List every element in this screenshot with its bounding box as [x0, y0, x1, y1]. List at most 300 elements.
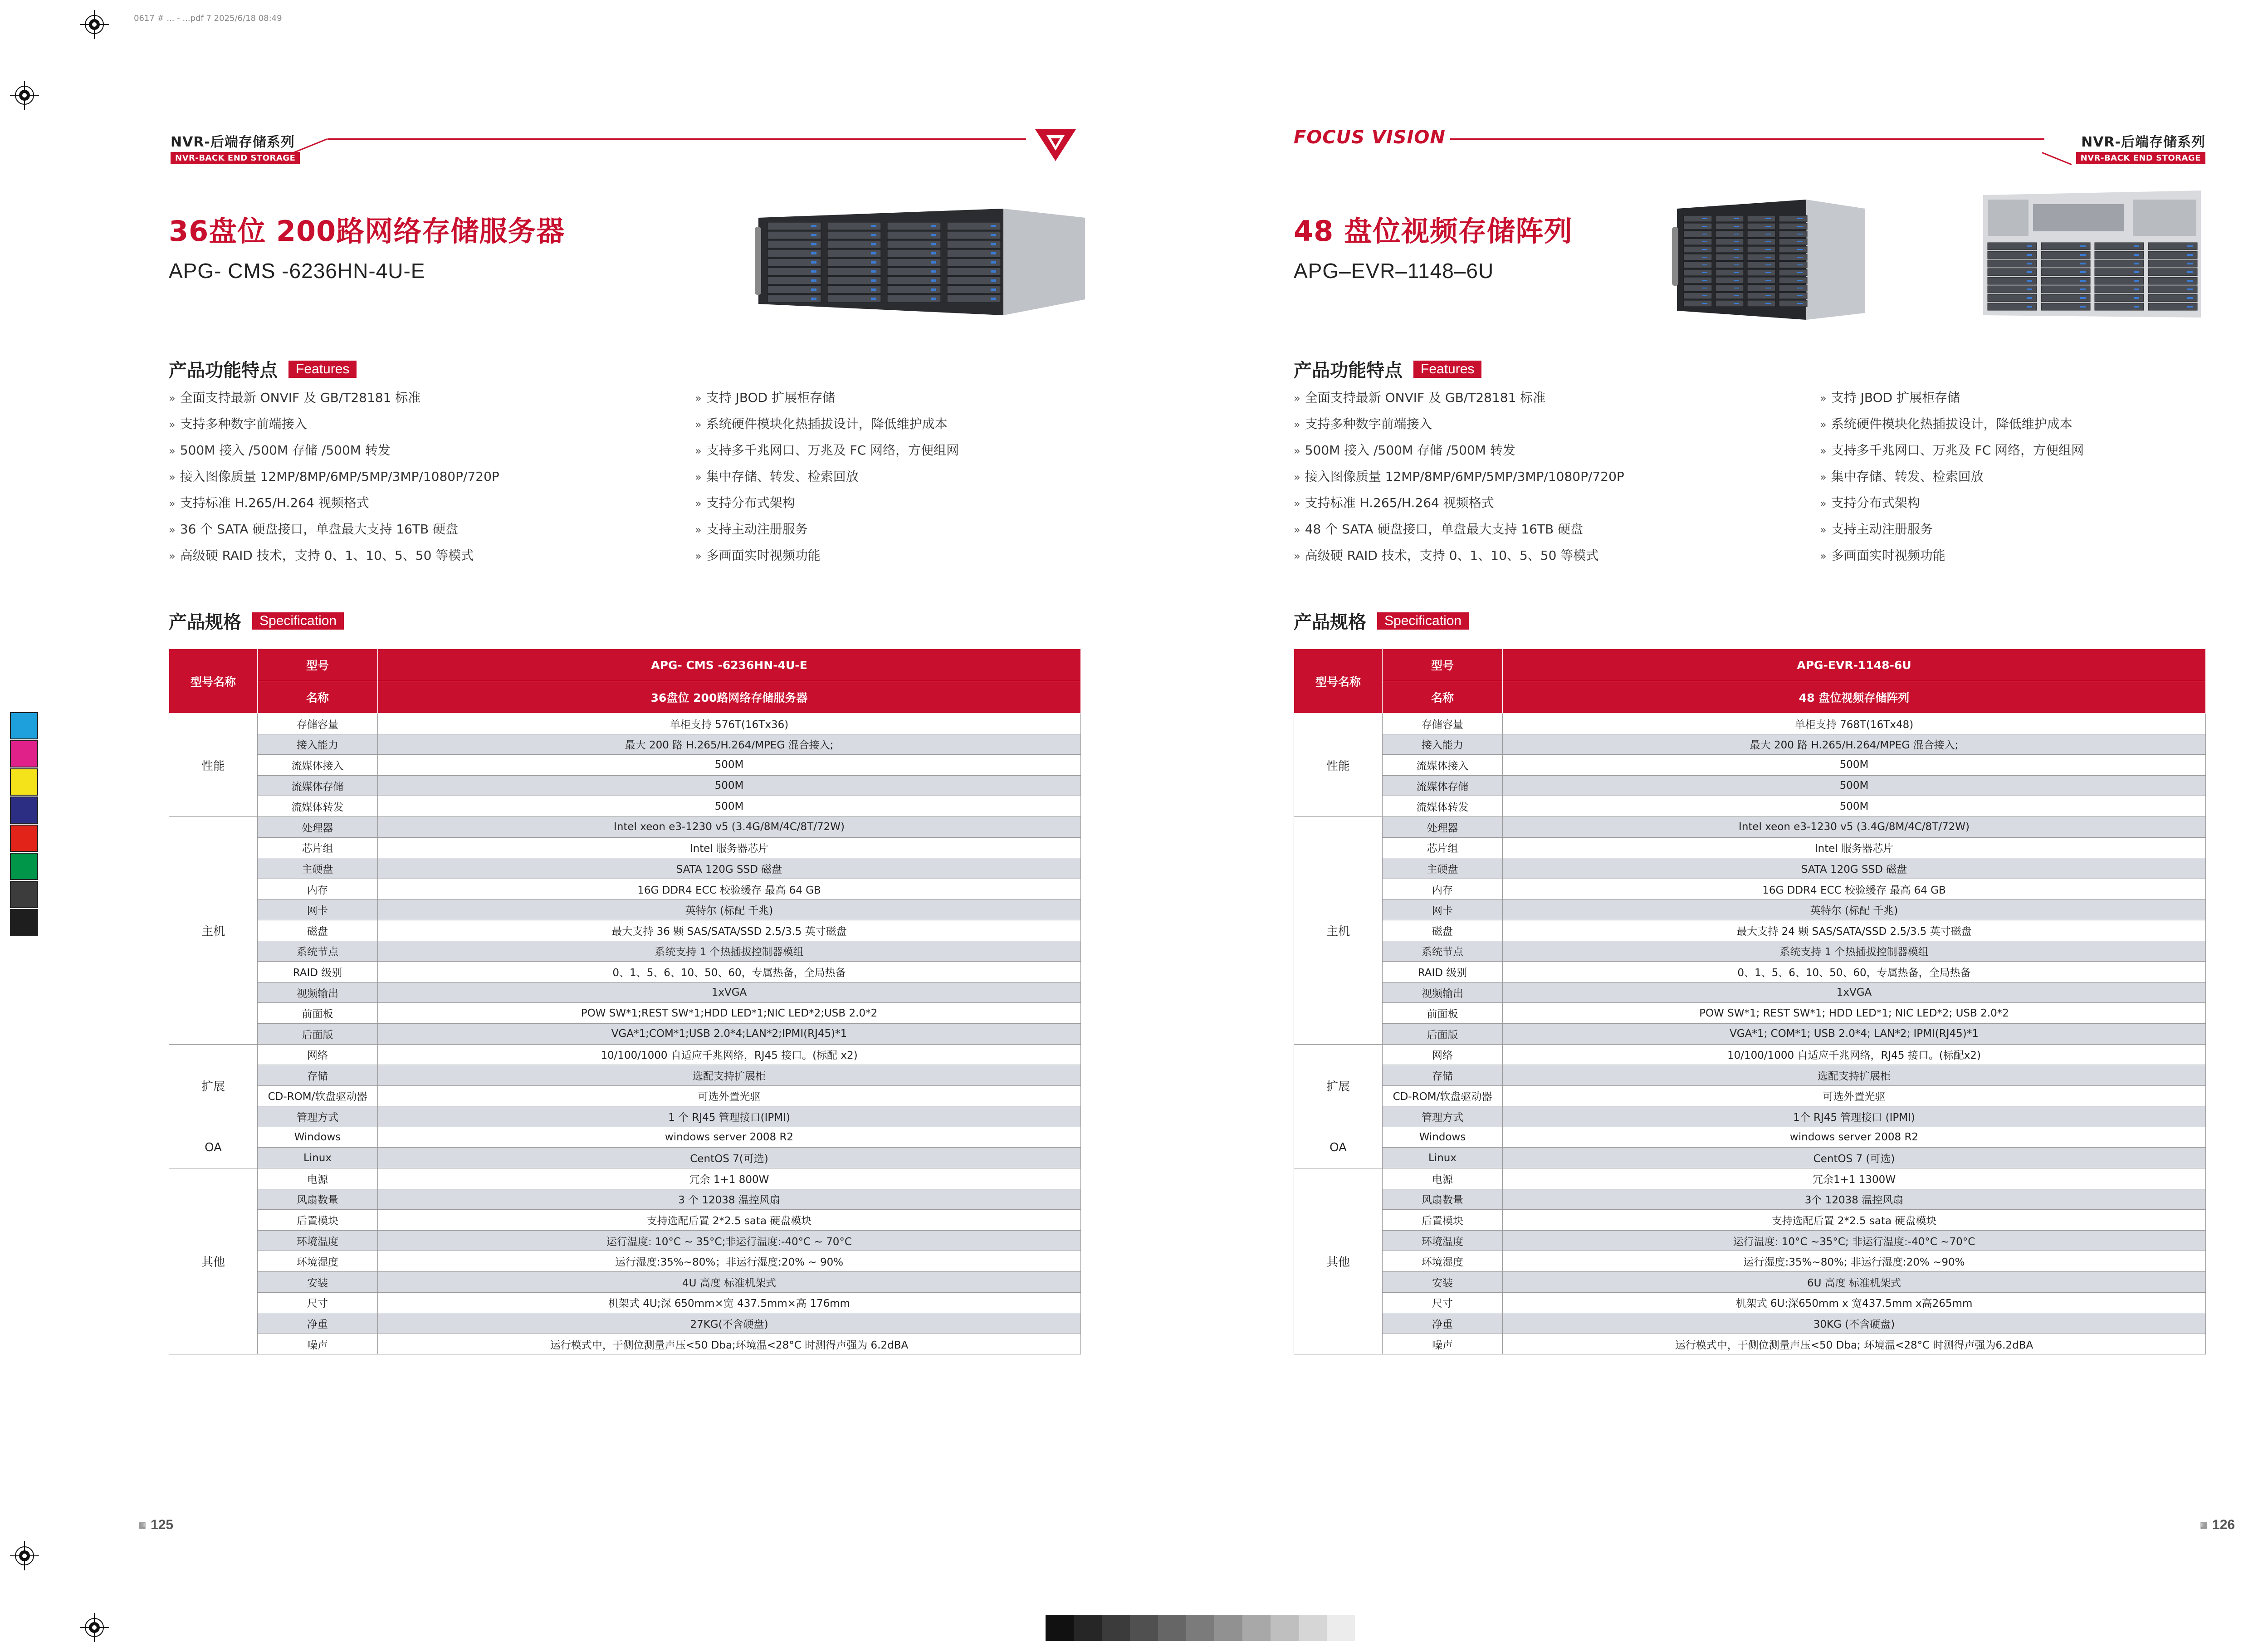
spec-value: 运行温度: 10°C ~ 35°C;非运行温度:-40°C ~ 70°C [378, 1230, 1081, 1251]
product-model: APG- CMS -6236HN-4U-E [169, 259, 425, 283]
feature-text: 支持分布式架构 [706, 495, 795, 510]
spec-key: 型号 [1383, 649, 1503, 681]
spec-key: 处理器 [1383, 816, 1503, 837]
feature-text: 48 个 SATA 硬盘接口，单盘最大支持 16TB 硬盘 [1305, 522, 1584, 537]
server-product-image [749, 191, 1087, 318]
spec-badge: Specification [252, 612, 344, 630]
spec-key: 尺寸 [1383, 1292, 1503, 1313]
bullet-icon: » [1820, 392, 1827, 405]
feature-item [1820, 490, 2205, 516]
spec-row [1294, 796, 2206, 817]
spec-value: 30KG (不含硬盘) [1503, 1313, 2206, 1334]
spec-row [1294, 1251, 2206, 1272]
bullet-icon: » [1294, 523, 1300, 536]
spec-row [1294, 1085, 2206, 1106]
spec-key: 名称 [1383, 681, 1503, 714]
spec-value: 英特尔 (标配 千兆) [1503, 899, 2206, 920]
spec-key: 环境温度 [1383, 1230, 1503, 1251]
feature-item [1820, 516, 2205, 543]
spec-row [169, 837, 1081, 858]
spec-key: 存储容量 [258, 714, 378, 734]
spec-value: 冗余1+1 1300W [1503, 1168, 2206, 1189]
page-number-right [2200, 1517, 2235, 1533]
spec-value: 1 个 RJ45 管理接口(IPMI) [378, 1106, 1081, 1127]
spec-row [169, 879, 1081, 899]
spec-key: 系统节点 [258, 941, 378, 962]
feature-text: 支持标准 H.265/H.264 视频格式 [1305, 495, 1494, 510]
spec-value: 选配支持扩展柜 [1503, 1065, 2206, 1086]
spec-row [1294, 941, 2206, 962]
print-meta-line: 0617 # ... - ...pdf 7 2025/6/18 08:49 [134, 14, 282, 23]
spec-row [169, 1003, 1081, 1024]
spec-value: 27KG(不含硬盘) [378, 1313, 1081, 1334]
feature-item [169, 464, 695, 490]
feature-item [169, 385, 695, 411]
spec-value: 英特尔 (标配 千兆) [378, 899, 1081, 920]
spec-key: 噪声 [258, 1334, 378, 1354]
color-swatch [10, 797, 38, 824]
series-subtitle: NVR-BACK END STORAGE [2076, 152, 2205, 164]
spec-key: 流媒体存储 [1383, 775, 1503, 796]
spec-key: 电源 [1383, 1168, 1503, 1189]
spec-key: 流媒体转发 [1383, 796, 1503, 817]
spec-key: 磁盘 [258, 920, 378, 941]
spec-value: 3个 12038 温控风扇 [1503, 1189, 2206, 1210]
registration-mark-icon [80, 1613, 109, 1642]
spec-key: RAID 级别 [1383, 962, 1503, 982]
right-page [1294, 127, 2205, 1351]
spec-row [1294, 1292, 2206, 1313]
bullet-icon: » [1820, 445, 1827, 457]
spec-group-label: OA [169, 1127, 258, 1168]
spec-key: 芯片组 [1383, 837, 1503, 858]
feature-text: 集中存储、转发、检索回放 [706, 469, 859, 484]
spec-key: 存储容量 [1383, 714, 1503, 734]
spec-row [169, 1272, 1081, 1293]
spec-value: 500M [1503, 796, 2206, 817]
spec-value: Intel 服务器芯片 [1503, 837, 2206, 858]
spec-value: 6U 高度 标准机架式 [1503, 1272, 2206, 1293]
spec-value: 支持选配后置 2*2.5 sata 硬盘模块 [378, 1210, 1081, 1231]
feature-item [695, 543, 1080, 569]
feature-item [695, 411, 1080, 437]
feature-text: 系统硬件模块化热插拔设计，降低维护成本 [706, 416, 948, 431]
bullet-icon: » [169, 550, 176, 562]
spec-key: 接入能力 [258, 734, 378, 755]
bullet-icon: » [1294, 471, 1300, 484]
bullet-icon: » [169, 471, 176, 484]
left-page [169, 127, 1080, 1351]
bullet-icon: » [1294, 550, 1300, 562]
feature-item [169, 543, 695, 569]
series-divider [1450, 138, 2044, 140]
features-list [169, 385, 1080, 569]
spec-row [1294, 1272, 2206, 1293]
spec-value: windows server 2008 R2 [1503, 1127, 2206, 1148]
spec-value: 最大 200 路 H.265/H.264/MPEG 混合接入; [378, 734, 1081, 755]
spec-row [1294, 879, 2206, 899]
spec-value: windows server 2008 R2 [378, 1127, 1081, 1148]
spec-row [1294, 1189, 2206, 1210]
spec-row [169, 1189, 1081, 1210]
spec-value: 1xVGA [1503, 982, 2206, 1003]
product-model: APG–EVR–1148–6U [1294, 259, 1494, 283]
spec-header-row [169, 649, 1081, 681]
spec-row [1294, 982, 2206, 1003]
spec-value: POW SW*1; REST SW*1; HDD LED*1; NIC LED*2; USB 2.0*2 [1503, 1003, 2206, 1024]
feature-text: 多画面实时视频功能 [1831, 548, 1945, 563]
storage-array-rear-image [1979, 186, 2205, 322]
spec-value: 最大支持 24 颗 SAS/SATA/SSD 2.5/3.5 英寸磁盘 [1503, 920, 2206, 941]
spec-key: 主硬盘 [1383, 858, 1503, 879]
spec-value: 1个 RJ45 管理接口 (IPMI) [1503, 1106, 2206, 1127]
spec-group-label: 主机 [1294, 816, 1383, 1044]
spec-row [169, 899, 1081, 920]
bullet-icon: » [169, 497, 176, 510]
spec-row [1294, 1148, 2206, 1168]
spec-value: 系统支持 1 个热插拔控制器模组 [378, 941, 1081, 962]
series-divider [2042, 152, 2072, 165]
bullet-icon: » [169, 392, 176, 405]
spec-value: 可选外置光驱 [378, 1085, 1081, 1106]
bullet-icon: » [1294, 392, 1300, 405]
spec-value: 500M [378, 796, 1081, 817]
series-header [169, 127, 1080, 168]
spec-key: 环境湿度 [258, 1251, 378, 1272]
spec-key: 视频输出 [1383, 982, 1503, 1003]
spec-row [169, 920, 1081, 941]
spec-key: 流媒体接入 [1383, 755, 1503, 776]
feature-item [169, 411, 695, 437]
bullet-icon: » [169, 418, 176, 431]
spec-value: CentOS 7(可选) [378, 1148, 1081, 1168]
spec-key: 流媒体存储 [258, 775, 378, 796]
spec-key: 型号 [258, 649, 378, 681]
spec-key: 内存 [1383, 879, 1503, 899]
feature-item [1820, 464, 2205, 490]
feature-item [169, 490, 695, 516]
spec-row [1294, 1313, 2206, 1334]
feature-item [695, 437, 1080, 464]
color-swatch [10, 825, 38, 852]
feature-text: 高级硬 RAID 技术，支持 0、1、10、5、50 等模式 [180, 548, 474, 563]
spec-row [169, 1210, 1081, 1231]
spec-value: 48 盘位视频存储阵列 [1503, 681, 2206, 714]
spec-row [169, 714, 1081, 734]
spec-key: 接入能力 [1383, 734, 1503, 755]
spec-key: 后置模块 [1383, 1210, 1503, 1231]
spec-value: 16G DDR4 ECC 校验缓存 最高 64 GB [378, 879, 1081, 899]
spec-row [169, 1334, 1081, 1354]
feature-text: 高级硬 RAID 技术，支持 0、1、10、5、50 等模式 [1305, 548, 1599, 563]
spec-value: Intel 服务器芯片 [378, 837, 1081, 858]
bullet-icon: » [169, 523, 176, 536]
spec-header-row [1294, 649, 2206, 681]
spec-value: 可选外置光驱 [1503, 1085, 2206, 1106]
page-number-icon: ▦ [138, 1520, 147, 1530]
spec-header [169, 608, 344, 634]
spec-value: 最大 200 路 H.265/H.264/MPEG 混合接入; [1503, 734, 2206, 755]
registration-mark-icon [80, 10, 109, 39]
feature-text: 支持分布式架构 [1831, 495, 1920, 510]
spec-value: 16G DDR4 ECC 校验缓存 最高 64 GB [1503, 879, 2206, 899]
spec-group-label: 性能 [1294, 714, 1383, 817]
spec-key: 内存 [258, 879, 378, 899]
spec-value: APG-EVR-1148-6U [1503, 649, 2206, 681]
spec-row [169, 755, 1081, 776]
spec-row [1294, 1334, 2206, 1354]
storage-array-front-image [1670, 195, 1870, 322]
color-swatch [10, 881, 38, 908]
spec-row [169, 858, 1081, 879]
spec-row [169, 1106, 1081, 1127]
spec-value: 系统支持 1 个热插拔控制器模组 [1503, 941, 2206, 962]
spec-key: 网络 [258, 1044, 378, 1065]
spec-value: 冗余 1+1 800W [378, 1168, 1081, 1189]
gray-swatch [1299, 1615, 1327, 1641]
spec-row [169, 1127, 1081, 1148]
feature-item [1294, 516, 1820, 543]
feature-item [1294, 490, 1820, 516]
spec-row [1294, 899, 2206, 920]
gray-swatch [1074, 1615, 1102, 1641]
spec-value: 500M [378, 775, 1081, 796]
spec-row [1294, 1127, 2206, 1148]
spec-value: 单柜支持 576T(16Tx36) [378, 714, 1081, 734]
spec-key: 前面板 [258, 1003, 378, 1024]
gray-swatch [1242, 1615, 1271, 1641]
gray-swatch [1214, 1615, 1242, 1641]
spec-row [1294, 1106, 2206, 1127]
product-title: 48 盘位视频存储阵列 [1294, 215, 1573, 248]
spec-group-label: 扩展 [1294, 1044, 1383, 1127]
spec-key: 风扇数量 [258, 1189, 378, 1210]
feature-text: 支持多千兆网口、万兆及 FC 网络，方便组网 [706, 443, 959, 458]
spec-value: 机架式 4U;深 650mm×宽 437.5mm×高 176mm [378, 1292, 1081, 1313]
gray-swatch [1271, 1615, 1299, 1641]
page-number-value: 126 [2212, 1517, 2235, 1532]
page-number-value: 125 [151, 1517, 174, 1532]
spec-row [169, 1044, 1081, 1065]
spec-key: 网卡 [258, 899, 378, 920]
spec-key: 环境温度 [258, 1230, 378, 1251]
page-number-left [138, 1517, 173, 1533]
spec-value: 0、1、5、6、10、50、60，专属热备，全局热备 [1503, 962, 2206, 982]
spec-row [169, 1065, 1081, 1086]
spec-row [169, 982, 1081, 1003]
spec-row [169, 1085, 1081, 1106]
gray-swatch [1046, 1615, 1074, 1641]
spec-key: 网络 [1383, 1044, 1503, 1065]
spec-key: 尺寸 [258, 1292, 378, 1313]
spec-row [1294, 837, 2206, 858]
spec-key: 主硬盘 [258, 858, 378, 879]
spec-key: Linux [258, 1148, 378, 1168]
spec-row [169, 941, 1081, 962]
feature-item [1294, 437, 1820, 464]
feature-item [1294, 543, 1820, 569]
feature-text: 支持多种数字前端接入 [1305, 416, 1432, 431]
spec-key: 名称 [258, 681, 378, 714]
spec-key: 安装 [258, 1272, 378, 1293]
spec-key: 环境湿度 [1383, 1251, 1503, 1272]
spec-row [169, 1313, 1081, 1334]
spec-group-label: 其他 [1294, 1168, 1383, 1354]
feature-text: 支持标准 H.265/H.264 视频格式 [180, 495, 369, 510]
feature-item [695, 464, 1080, 490]
feature-text: 500M 接入 /500M 存储 /500M 转发 [1305, 443, 1515, 458]
series-title: NVR-后端存储系列 [171, 134, 295, 150]
features-label: 产品功能特点 [1294, 360, 1403, 381]
spec-value: CentOS 7 (可选) [1503, 1148, 2206, 1168]
spec-row [1294, 1230, 2206, 1251]
feature-text: 全面支持最新 ONVIF 及 GB/T28181 标准 [1305, 390, 1546, 405]
gray-swatch [1130, 1615, 1158, 1641]
feature-text: 系统硬件模块化热插拔设计，降低维护成本 [1831, 416, 2072, 431]
spec-key: 安装 [1383, 1272, 1503, 1293]
spec-value: VGA*1; COM*1; USB 2.0*4; LAN*2; IPMI(RJ45)*1 [1503, 1023, 2206, 1044]
spec-key: 存储 [258, 1065, 378, 1086]
spec-key: 流媒体转发 [258, 796, 378, 817]
spec-value: 10/100/1000 自适应千兆网络，RJ45 接口。(标配x2) [1503, 1044, 2206, 1065]
spec-value: 运行温度: 10°C ~35°C; 非运行温度:-40°C ~70°C [1503, 1230, 2206, 1251]
spec-group-label: 主机 [169, 816, 258, 1044]
spec-value: POW SW*1;REST SW*1;HDD LED*1;NIC LED*2;USB 2.0*2 [378, 1003, 1081, 1024]
gray-swatch [1102, 1615, 1130, 1641]
spec-row [169, 734, 1081, 755]
spec-key: 净重 [1383, 1313, 1503, 1334]
feature-text: 接入图像质量 12MP/8MP/6MP/5MP/3MP/1080P/720P [1305, 469, 1624, 484]
spec-group-label: 型号名称 [169, 649, 258, 714]
features-label: 产品功能特点 [169, 360, 278, 381]
feature-item [1820, 543, 2205, 569]
color-swatch [10, 909, 38, 936]
feature-item [1294, 385, 1820, 411]
series-header [1294, 127, 2205, 168]
spec-row [169, 796, 1081, 817]
features-header [1294, 356, 1481, 382]
spec-group-label: OA [1294, 1127, 1383, 1168]
bullet-icon: » [1294, 497, 1300, 510]
spec-value: 运行模式中，于侧位测量声压<50 Dba; 环境温<28°C 时测得声强为6.2dBA [1503, 1334, 2206, 1354]
spec-row [1294, 858, 2206, 879]
bullet-icon: » [695, 418, 702, 431]
bullet-icon: » [1820, 471, 1827, 484]
spec-group-label: 扩展 [169, 1044, 258, 1127]
feature-item [695, 490, 1080, 516]
spec-key: 芯片组 [258, 837, 378, 858]
spec-value: 3 个 12038 温控风扇 [378, 1189, 1081, 1210]
feature-item [695, 385, 1080, 411]
spec-key: 后置模块 [258, 1210, 378, 1231]
spec-row [169, 775, 1081, 796]
color-swatch [10, 853, 38, 880]
spec-label: 产品规格 [169, 612, 241, 633]
spec-row [169, 962, 1081, 982]
spec-value: 4U 高度 标准机架式 [378, 1272, 1081, 1293]
feature-item [1820, 411, 2205, 437]
spec-value: 1xVGA [378, 982, 1081, 1003]
color-swatch [10, 740, 38, 767]
spec-key: 流媒体接入 [258, 755, 378, 776]
spec-value: 选配支持扩展柜 [378, 1065, 1081, 1086]
spec-value: 运行湿度:35%~80%；非运行湿度:20% ~ 90% [378, 1251, 1081, 1272]
spec-row [1294, 816, 2206, 837]
spec-key: 管理方式 [258, 1106, 378, 1127]
registration-mark-icon [10, 81, 39, 110]
brand-triangle-logo-icon [1033, 127, 1078, 163]
spec-key: 系统节点 [1383, 941, 1503, 962]
spec-group-label: 性能 [169, 714, 258, 817]
feature-text: 支持多千兆网口、万兆及 FC 网络，方便组网 [1831, 443, 2084, 458]
spec-header-row [169, 681, 1081, 714]
bullet-icon: » [1294, 418, 1300, 431]
spec-value: SATA 120G SSD 磁盘 [1503, 858, 2206, 879]
spec-header [1294, 608, 1469, 634]
spec-value: 500M [378, 755, 1081, 776]
spec-row [169, 816, 1081, 837]
bullet-icon: » [1294, 445, 1300, 457]
series-title: NVR-后端存储系列 [2081, 134, 2205, 150]
spec-group-label: 型号名称 [1294, 649, 1383, 714]
bullet-icon: » [695, 550, 702, 562]
features-list [1294, 385, 2205, 569]
gray-swatch [1327, 1615, 1355, 1641]
spec-value: Intel xeon e3-1230 v5 (3.4G/8M/4C/8T/72W) [378, 816, 1081, 837]
spec-value: 支持选配后置 2*2.5 sata 硬盘模块 [1503, 1210, 2206, 1231]
spec-row [169, 1292, 1081, 1313]
spec-label: 产品规格 [1294, 612, 1366, 633]
page-number-icon: ▦ [2200, 1520, 2208, 1530]
spec-value: 0、1、5、6、10、50、60，专属热备，全局热备 [378, 962, 1081, 982]
feature-item [1820, 437, 2205, 464]
spec-row [1294, 734, 2206, 755]
spec-row [1294, 1023, 2206, 1044]
spec-value: 500M [1503, 775, 2206, 796]
spec-group-label: 其他 [169, 1168, 258, 1354]
spec-row [169, 1251, 1081, 1272]
feature-text: 全面支持最新 ONVIF 及 GB/T28181 标准 [180, 390, 421, 405]
spec-value: Intel xeon e3-1230 v5 (3.4G/8M/4C/8T/72W) [1503, 816, 2206, 837]
spec-key: 电源 [258, 1168, 378, 1189]
spec-row [169, 1230, 1081, 1251]
series-divider [327, 138, 1026, 140]
feature-item [169, 437, 695, 464]
feature-item [1820, 385, 2205, 411]
feature-text: 支持主动注册服务 [1831, 522, 1933, 537]
feature-text: 支持 JBOD 扩展柜存储 [1831, 390, 1960, 405]
spec-table [169, 649, 1081, 1354]
spec-key: 净重 [258, 1313, 378, 1334]
spec-row [169, 1148, 1081, 1168]
feature-item [695, 516, 1080, 543]
spec-value: 运行模式中，于侧位测量声压<50 Dba;环境温<28°C 时测得声强为 6.2dBA [378, 1334, 1081, 1354]
spec-value: VGA*1;COM*1;USB 2.0*4;LAN*2;IPMI(RJ45)*1 [378, 1023, 1081, 1044]
feature-text: 接入图像质量 12MP/8MP/6MP/5MP/3MP/1080P/720P [180, 469, 499, 484]
features-badge: Features [1413, 361, 1481, 378]
bullet-icon: » [1820, 550, 1827, 562]
feature-item [1294, 464, 1820, 490]
spec-row [1294, 1210, 2206, 1231]
spec-row [1294, 755, 2206, 776]
gray-swatch [1158, 1615, 1186, 1641]
spec-value: APG- CMS -6236HN-4U-E [378, 649, 1081, 681]
spec-key: 网卡 [1383, 899, 1503, 920]
spec-value: 500M [1503, 755, 2206, 776]
spec-value: 36盘位 200路网络存储服务器 [378, 681, 1081, 714]
spec-key: 管理方式 [1383, 1106, 1503, 1127]
spec-value: 最大支持 36 颗 SAS/SATA/SSD 2.5/3.5 英寸磁盘 [378, 920, 1081, 941]
